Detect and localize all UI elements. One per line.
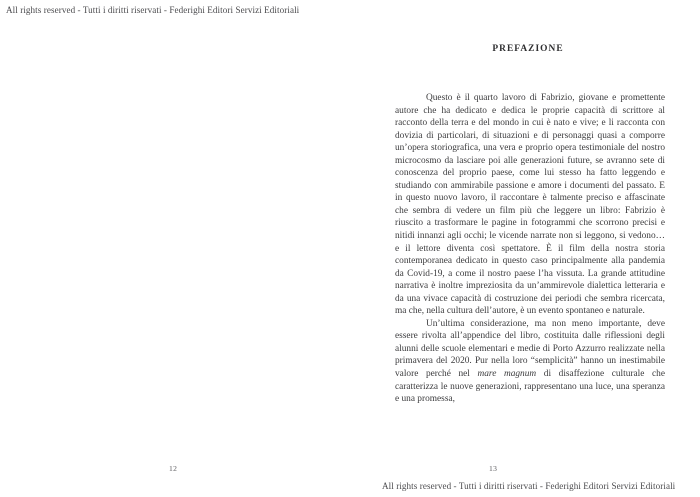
paragraph-1 bbox=[395, 92, 665, 318]
recto-page-text-block bbox=[395, 44, 665, 406]
page-number-verso: 12 bbox=[169, 464, 178, 473]
body-text bbox=[395, 92, 665, 406]
paragraph-1-run-1: Questo è il quarto lavoro di Fabrizio, giovane e promettente autore che ha dedicato e dedica le proprie capacità di scrittore al racconto della terra e del mondo in cui è nato e vive; e li racconta con dovizia di particolari, di situazioni e di personaggi quasi a comporre un’opera storiografica, una vera e proprio opera testimoniale del nostro microcosmo da lasciare poi alle generazioni future, se avranno sete di conoscenza del proprio paese, come lui stesso ha fatto leggendo e studiando con ammirabile passione e amore i documenti del passato. E in questo nuovo lavoro, il raccontare è talmente preciso e affascinate che sembra di vedere un film più che leggere un libro: Fabrizio è riuscito a trasformare le pagine in fotogrammi che scorrono precisi e nitidi innanzi agli occhi; le vicende narrate non si leggono, si vedono… e il lettore diventa così spettatore. È il film della nostra storia contemporanea dedicato in questo caso principalmente alla pandemia da Covid-19, a come il nostro paese l’ha vissuta. La grande attitudine narrativa è inoltre impreziosita da un’ammirevole dialettica letteraria e da una vivace capacità di costruzione dei periodi che sembra ricercata, ma che, nella cultura dell’autore, è un evento spontaneo e naturale. bbox=[395, 93, 665, 317]
paragraph-2-run-2-italic: mare magnum bbox=[477, 369, 537, 380]
paragraph-2 bbox=[395, 318, 665, 406]
rights-notice-top: All rights reserved - Tutti i diritti riservati - Federighi Editori Servizi Editoriali bbox=[6, 5, 300, 15]
paragraph-2-run-3: di disaffezione culturale che caratterizza le nuove generazioni, rappresentano una luce, una speranza e una promessa, bbox=[395, 369, 665, 405]
chapter-title: PREFAZIONE bbox=[492, 44, 564, 54]
page-number-recto: 13 bbox=[489, 464, 498, 473]
rights-notice-bottom: All rights reserved - Tutti i diritti riservati - Federighi Editori Servizi Editoriali bbox=[382, 481, 676, 491]
verso-page-blank-area bbox=[20, 44, 290, 444]
paragraph-2-run-1: Un’ultima considerazione, ma non meno importante, deve essere rivolta all’appendice del libro, costituita dalle riflessioni degli alunni delle scuole elementari e medie di Porto Azzurro realizzate nella primavera del 2020. Pur nella loro “semplicità” hanno un inestimabile valore perché nel bbox=[395, 318, 665, 380]
